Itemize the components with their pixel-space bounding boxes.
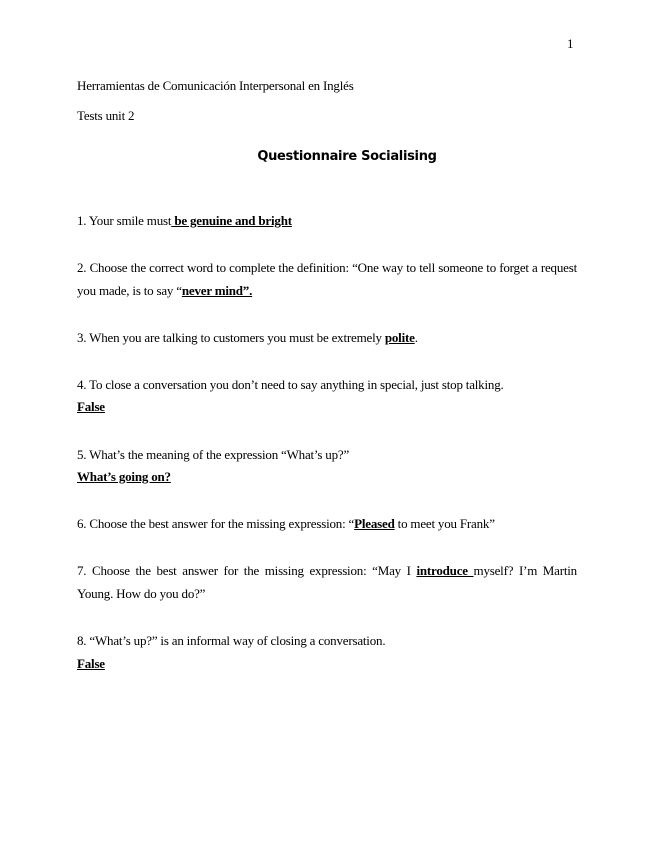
question-4-text: 4. To close a conversation you don’t need to say anything in special, just stop talking. <box>77 377 504 392</box>
question-1 <box>77 209 577 232</box>
question-6-answer: Pleased <box>354 516 395 531</box>
page-number: 1 <box>567 36 574 51</box>
question-1-text: 1. Your smile must <box>77 213 172 228</box>
question-7-tail: myself? I’m Martin Young. How do you do?” <box>77 563 577 601</box>
page-title: Questionnaire Socialising <box>257 149 437 164</box>
question-7-answer: introduce <box>416 563 474 578</box>
question-2-text: 2. Choose the correct word to complete the definition: “One way to tell someone to forget a request you made, is to say “ <box>77 260 577 298</box>
question-2 <box>77 256 577 302</box>
question-7-text: 7. Choose the best answer for the missing expression: “May I <box>77 563 417 578</box>
question-4-answer: False <box>77 399 105 414</box>
course-name: Herramientas de Comunicación Interpersonal en Inglés <box>77 78 354 93</box>
question-5-text: 5. What’s the meaning of the expression “What’s up?” <box>77 447 350 462</box>
question-6 <box>77 512 577 535</box>
question-2-answer: never mind”. <box>181 283 253 298</box>
question-4 <box>77 373 577 396</box>
question-6-tail: to meet you Frank” <box>394 516 495 531</box>
question-3-answer: polite <box>384 330 415 345</box>
question-6-text: 6. Choose the best answer for the missing expression: “ <box>77 516 355 531</box>
question-8-text: 8. “What’s up?” is an informal way of closing a conversation. <box>77 633 386 648</box>
question-8 <box>77 629 577 652</box>
test-name: Tests unit 2 <box>77 108 135 123</box>
question-5 <box>77 443 577 466</box>
question-5-answer: What’s going on? <box>77 469 171 484</box>
question-1-answer: be genuine and bright <box>171 213 292 228</box>
question-3-text: 3. When you are talking to customers you must be extremely <box>77 330 385 345</box>
question-8-answer: False <box>77 656 105 671</box>
question-7 <box>77 559 577 605</box>
question-3 <box>77 326 577 349</box>
question-3-tail: . <box>414 330 418 345</box>
